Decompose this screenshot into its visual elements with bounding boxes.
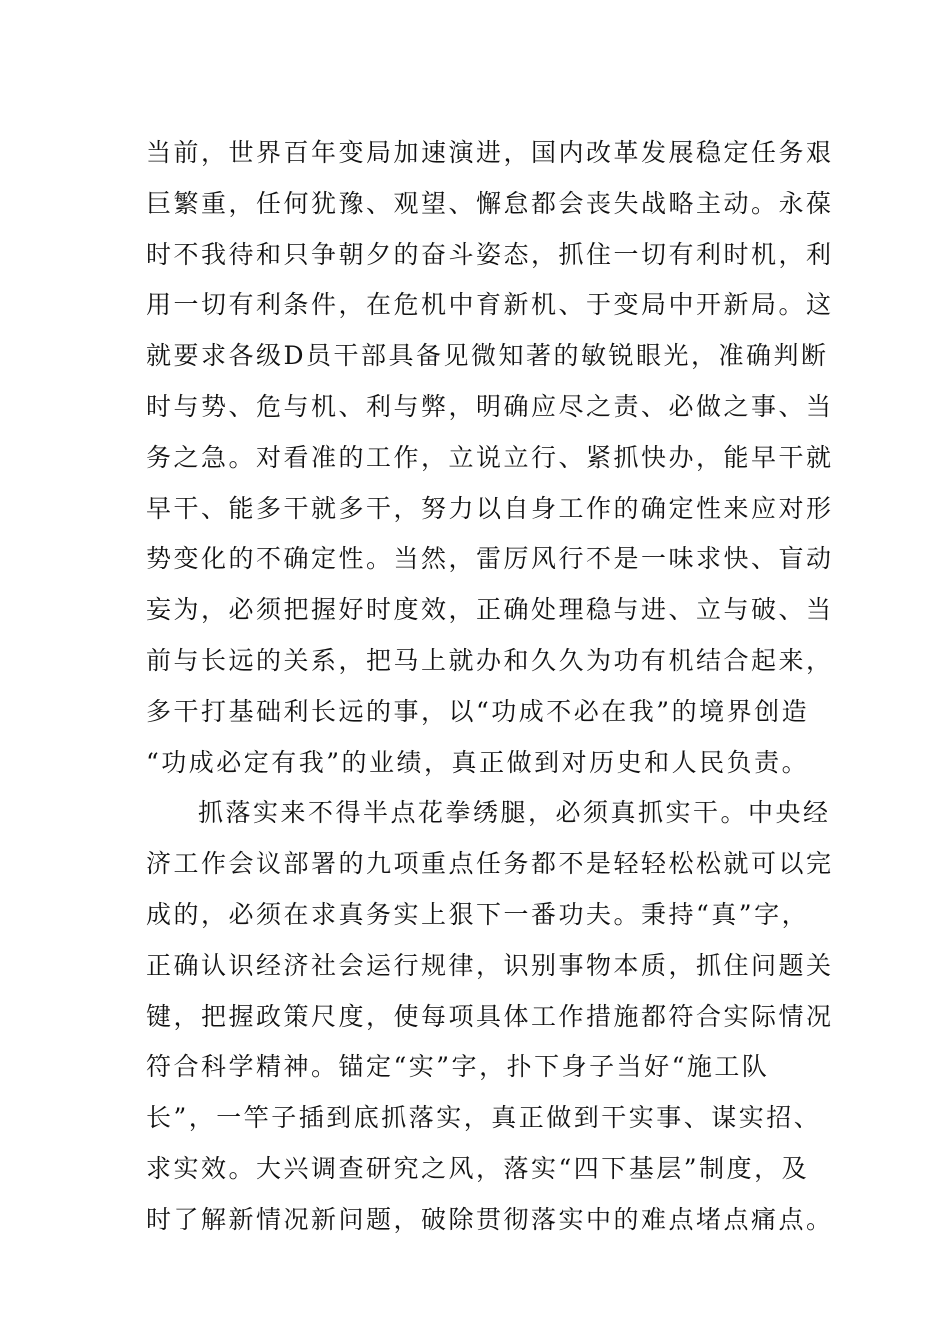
text-line: 妄为，必须把握好时度效，正确处理稳与进、立与破、当 (146, 595, 834, 625)
text-line: 键，把握政策尺度，使每项具体工作措施都符合实际情况 (146, 1001, 834, 1031)
text-line: 时不我待和只争朝夕的奋斗姿态，抓住一切有利时机，利 (146, 239, 834, 269)
text-line: 用一切有利条件，在危机中育新机、于变局中开新局。这 (146, 290, 834, 320)
text-line: 当前，世界百年变局加速演进，国内改革发展稳定任务艰 (146, 138, 834, 167)
text-line: 长”，一竿子插到底抓落实，真正做到干实事、谋实招、 (146, 1103, 822, 1133)
paragraph-2 (146, 788, 834, 1245)
text-line: 势变化的不确定性。当然，雷厉风行不是一味求快、盲动 (146, 544, 834, 574)
text-line: 正确认识经济社会运行规律，识别事物本质，抓住问题关 (146, 950, 834, 980)
text-line: 时与势、危与机、利与弊，明确应尽之责、必做之事、当 (146, 391, 834, 421)
text-line: 务之急。对看准的工作，立说立行、紧抓快办，能早干就 (146, 442, 834, 472)
text-line: 就要求各级D员干部具备见微知著的敏锐眼光，准确判断 (146, 341, 829, 371)
text-line: 求实效。大兴调查研究之风，落实“四下基层”制度，及 (146, 1153, 810, 1183)
paragraph-1 (146, 128, 834, 788)
text-line: 前与长远的关系，把马上就办和久久为功有机结合起来， (146, 645, 834, 675)
text-line: 符合科学精神。锚定“实”字，扑下身子当好“施工队 (146, 1052, 770, 1082)
text-line: 济工作会议部署的九项重点任务都不是轻轻松松就可以完 (146, 849, 834, 879)
text-line: 巨繁重，任何犹豫、观望、懈怠都会丧失战略主动。永葆 (146, 188, 834, 218)
document-body (146, 128, 834, 1246)
text-line: 抓落实来不得半点花拳绣腿，必须真抓实干。中央经 (198, 798, 831, 828)
text-line: 早干、能多干就多干，努力以自身工作的确定性来应对形 (146, 493, 834, 523)
text-line: 成的，必须在求真务实上狠下一番功夫。秉持“真”字， (146, 899, 810, 929)
text-line: “功成必定有我”的业绩，真正做到对历史和人民负责。 (146, 747, 810, 777)
text-line: 时了解新情况新问题，破除贯彻落实中的难点堵点痛点。 (146, 1204, 834, 1234)
text-line: 多干打基础利长远的事，以“功成不必在我”的境界创造 (146, 696, 810, 726)
